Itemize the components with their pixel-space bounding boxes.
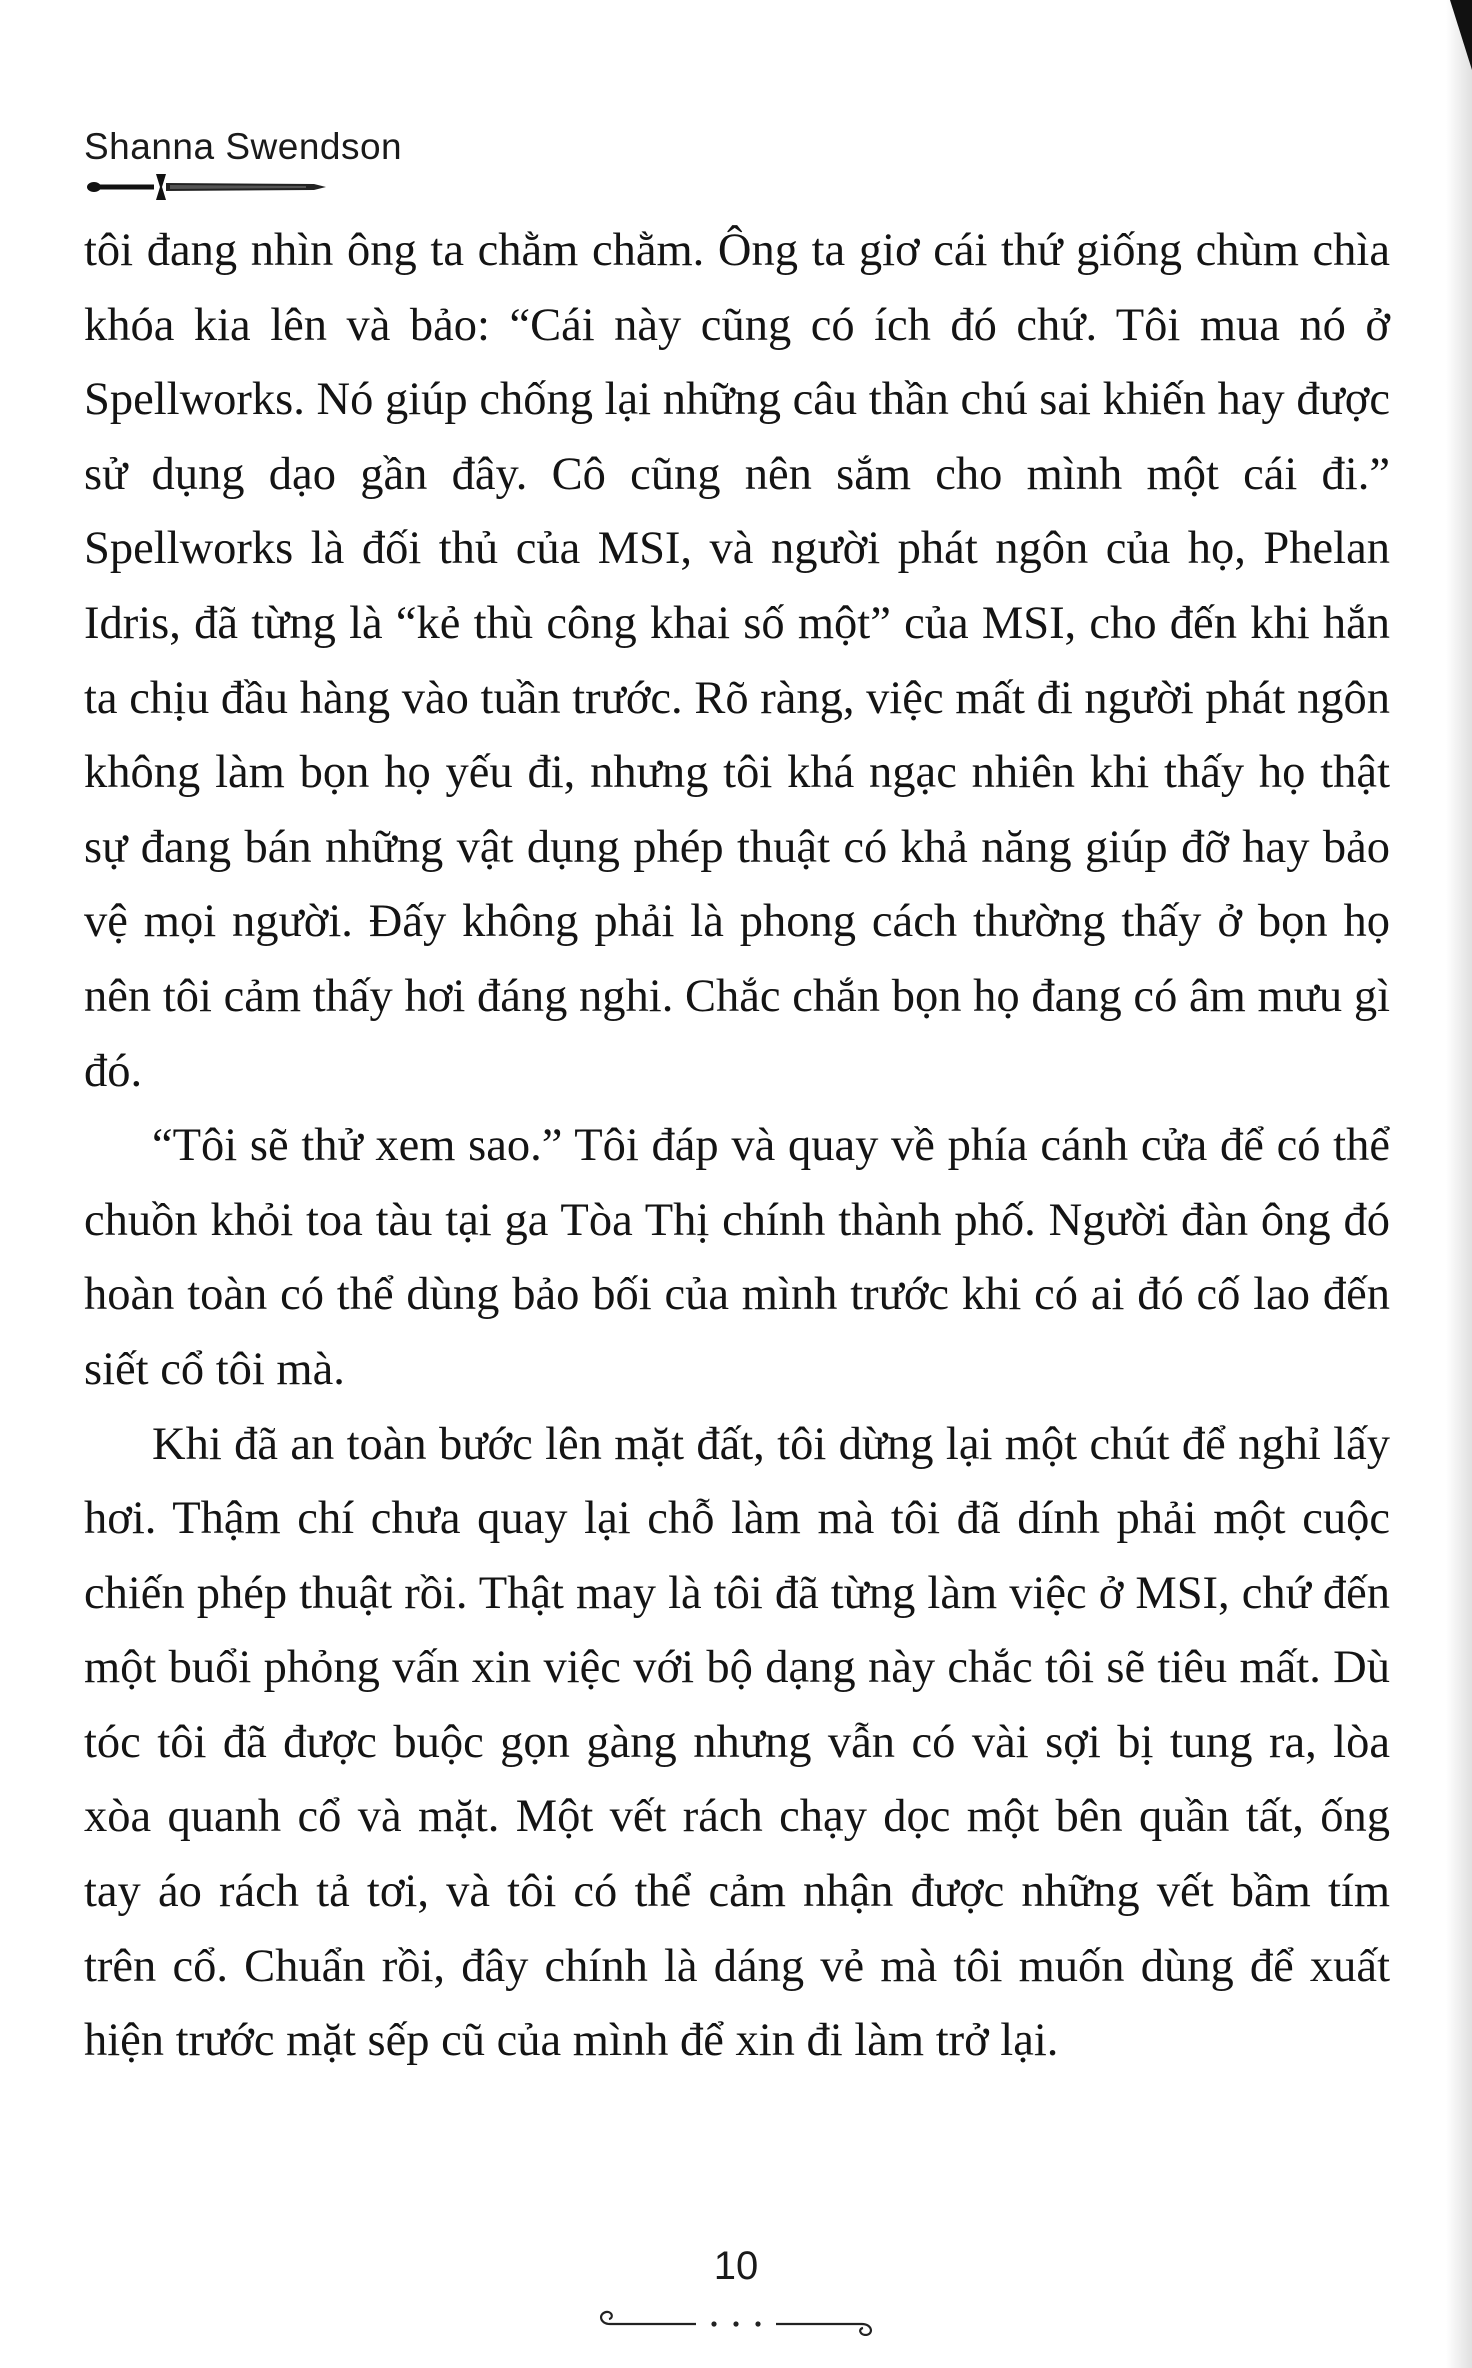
- flourish-icon: [596, 2300, 876, 2336]
- page-corner-mark: [1450, 0, 1472, 70]
- body-text: [84, 214, 1390, 2079]
- sword-icon: [86, 172, 326, 202]
- paragraph-3: Khi đã an toàn bước lên mặt đất, tôi dừng lại một chút để nghỉ lấy hơi. Thậm chí chưa quay lại chỗ làm mà tôi đã dính phải một cuộc chiến phép thuật rồi. Thật may là tôi đã từng làm việc ở MSI, chứ đến một buổi phỏng vấn xin việc với bộ dạng này chắc tôi sẽ tiêu mất. Dù tóc tôi đã được buộc gọn gàng nhưng vẫn có vài sợi bị tung ra, lòa xòa quanh cổ và mặt. Một vết rách chạy dọc một bên quần tất, ống tay áo rách tả tơi, và tôi có thể cảm nhận được những vết bầm tím trên cổ. Chuẩn rồi, đây chính là dáng vẻ mà tôi muốn dùng để xuất hiện trước mặt sếp cũ của mình để xin đi làm trở lại.: [84, 1418, 1390, 2067]
- page-edge-shadow: [1446, 0, 1472, 2368]
- page-number: 10: [713, 2244, 759, 2288]
- paragraph-2: “Tôi sẽ thử xem sao.” Tôi đáp và quay về phía cánh cửa để có thể chuồn khỏi toa tàu tại ga Tòa Thị chính thành phố. Người đàn ông đó hoàn toàn có thể dùng bảo bối của mình trước khi có ai đó cố lao đến siết cổ tôi mà.: [84, 1120, 1390, 1395]
- paragraph-1: tôi đang nhìn ông ta chằm chằm. Ông ta giơ cái thứ giống chùm chìa khóa kia lên và bảo: “Cái này cũng có ích đó chứ. Tôi mua nó ở Spellworks. Nó giúp chống lại những câu thần chú sai khiến hay được sử dụng dạo gần đây. Cô cũng nên sắm cho mình một cái đi.” Spellworks là đối thủ của MSI, và người phát ngôn của họ, Phelan Idris, đã từng là “kẻ thù công khai số một” của MSI, cho đến khi hắn ta chịu đầu hàng vào tuần trước. Rõ ràng, việc mất đi người phát ngôn không làm bọn họ yếu đi, nhưng tôi khá ngạc nhiên khi thấy họ thật sự đang bán những vật dụng phép thuật có khả năng giúp đỡ hay bảo vệ mọi người. Đấy không phải là phong cách thường thấy ở bọn họ nên tôi cảm thấy hơi đáng nghi. Chắc chắn bọn họ đang có âm mưu gì đó.: [84, 225, 1390, 1097]
- running-head-author: Shanna Swendson: [84, 126, 403, 167]
